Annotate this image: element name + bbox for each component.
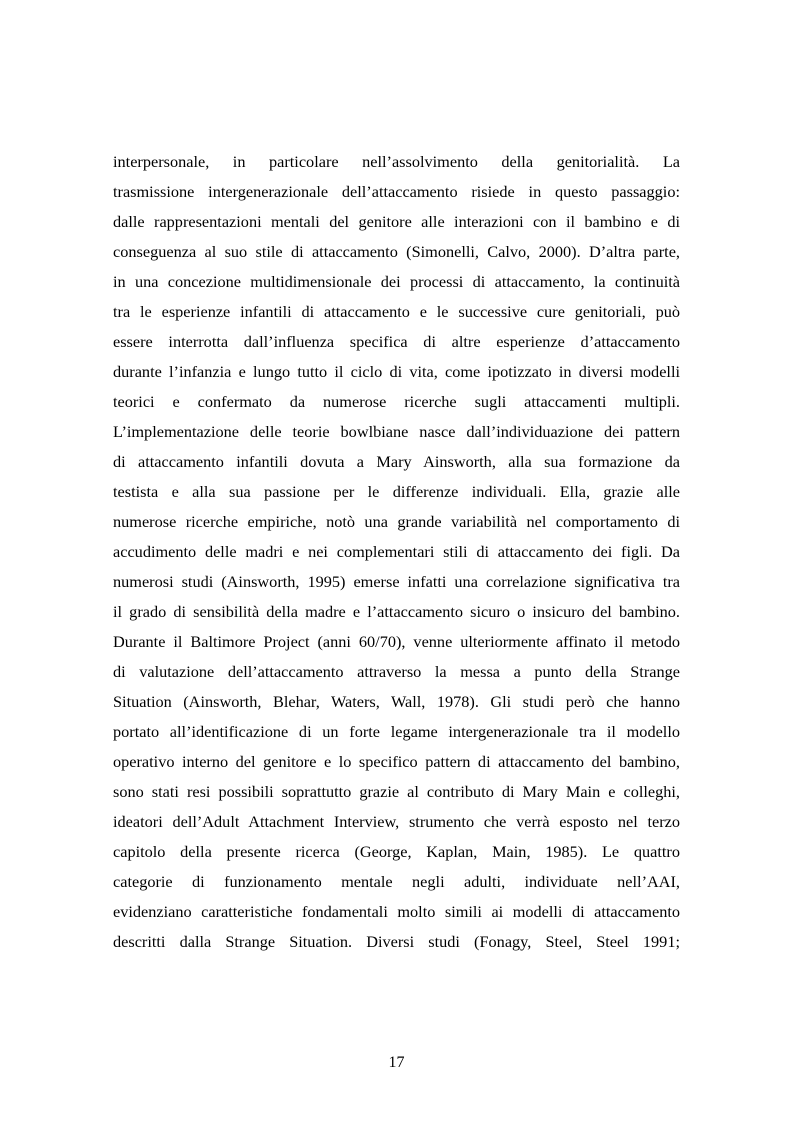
- text-line: Situation (Ainsworth, Blehar, Waters, Wall, 1978). Gli studi però che hanno: [113, 692, 680, 711]
- text-line: portato all’identificazione di un forte legame intergenerazionale tra il modello: [113, 722, 680, 741]
- text-line: teorici e confermato da numerose ricerche sugli attaccamenti multipli.: [113, 392, 680, 411]
- text-line: sono stati resi possibili soprattutto grazie al contributo di Mary Main e colleghi,: [113, 782, 680, 801]
- text-line: capitolo della presente ricerca (George, Kaplan, Main, 1985). Le quattro: [113, 842, 680, 861]
- text-line: tra le esperienze infantili di attaccamento e le successive cure genitoriali, può: [113, 302, 680, 321]
- text-line: testista e alla sua passione per le differenze individuali. Ella, grazie alle: [113, 482, 680, 501]
- text-line: numerosi studi (Ainsworth, 1995) emerse infatti una correlazione significativa tra: [113, 572, 680, 591]
- text-line: evidenziano caratteristiche fondamentali molto simili ai modelli di attaccamento: [113, 902, 680, 921]
- text-line: L’implementazione delle teorie bowlbiane nasce dall’individuazione dei pattern: [113, 422, 680, 441]
- text-line: trasmissione intergenerazionale dell’attaccamento risiede in questo passaggio:: [113, 182, 680, 201]
- text-line: interpersonale, in particolare nell’assolvimento della genitorialità. La: [113, 152, 680, 171]
- body-paragraph: [113, 147, 680, 957]
- text-line: conseguenza al suo stile di attaccamento (Simonelli, Calvo, 2000). D’altra parte,: [113, 242, 680, 261]
- text-line: durante l’infanzia e lungo tutto il ciclo di vita, come ipotizzato in diversi modelli: [113, 362, 680, 381]
- text-line: di valutazione dell’attaccamento attraverso la messa a punto della Strange: [113, 662, 680, 681]
- text-line: di attaccamento infantili dovuta a Mary Ainsworth, alla sua formazione da: [113, 452, 680, 471]
- text-line: numerose ricerche empiriche, notò una grande variabilità nel comportamento di: [113, 512, 680, 531]
- text-line: operativo interno del genitore e lo specifico pattern di attaccamento del bambino,: [113, 752, 680, 771]
- text-line: categorie di funzionamento mentale negli adulti, individuate nell’AAI,: [113, 872, 680, 891]
- text-line: Durante il Baltimore Project (anni 60/70), venne ulteriormente affinato il metodo: [113, 632, 680, 651]
- text-line: il grado di sensibilità della madre e l’attaccamento sicuro o insicuro del bambino.: [113, 602, 680, 621]
- text-line: essere interrotta dall’influenza specifica di altre esperienze d’attaccamento: [113, 332, 680, 351]
- text-line: ideatori dell’Adult Attachment Interview, strumento che verrà esposto nel terzo: [113, 812, 680, 831]
- text-line: descritti dalla Strange Situation. Diversi studi (Fonagy, Steel, Steel 1991;: [113, 932, 680, 951]
- text-line: in una concezione multidimensionale dei processi di attaccamento, la continuità: [113, 272, 680, 291]
- text-line: accudimento delle madri e nei complementari stili di attaccamento dei figli. Da: [113, 542, 680, 561]
- text-line: dalle rappresentazioni mentali del genitore alle interazioni con il bambino e di: [113, 212, 680, 231]
- page-number: 17: [388, 1054, 405, 1071]
